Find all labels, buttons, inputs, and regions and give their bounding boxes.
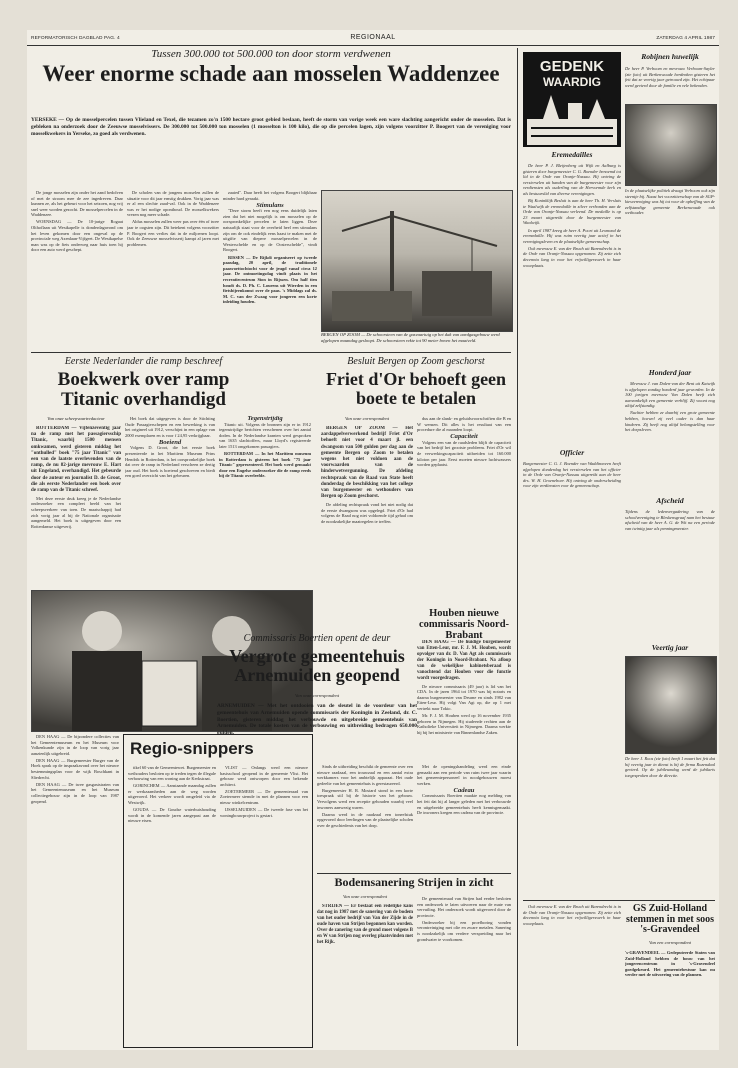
titanic-column-1: [31, 426, 121, 588]
snippers-title: Regio-snippers: [130, 739, 254, 758]
officier-text: Burgemeester C. G. J. Boender van Waddinxveen heeft afgelopen donderdag het versierselen van het officier in de Orde van Oranje-Nassau uitgereikt aan de heer drs. W. H. Groeneboer. Hij ontving de onderscheiding voor zijn verdiensten voor de gemeenschap.: [523, 461, 621, 489]
eremedailles-text-3: In april 1987 kreeg de heer A. Poort uit Lexmond de eremedaille. Hij was ruim veertig jaar actief in het verenigingsleven en de plaatselijke gemeenschap.: [523, 227, 621, 244]
masthead-rule: [27, 45, 719, 46]
veertig-title: Veertig jaar: [651, 643, 689, 652]
photo-titanic-caption: DEN HAAG — De twee gasgaststraten van het Gemeentemuseum en het Museum collectiegebouw zijn in de loop van 1987 geopend.: [31, 781, 119, 804]
afscheid-title: Afscheid: [656, 496, 684, 505]
bodem-intro: STRIJEN — Er bestaat een redelijke kans dat nog in 1987 met de sanering van de bodem van het ouder bedrijf van Van der Zijde in de oude haven van Strijen begonnen kan worden. Over de zanering van de grond moet volgens B en W van Strijen nog overleg plaatsvinden met het Rijk.: [317, 904, 413, 945]
friet-intro: BERGEN OP ZOOM — Het aardappelverwerkend bedrijf Friet d'Or behoeft niet voor 4 maart jl. een dwangsom van 500 gulden per dag aan de gemeente Bergen op Zoom te betalen wegens het niet voldoen aan de voorwaarden van de hinderwetvergunning. De afdeling rechtspraak van de Raad van State heeft donderdag de beschikking van het college van burgemeester en wethouders van Bergen op Zoom geschorst.: [321, 426, 413, 500]
veertig-text: De heer J. Roos (zie foto) heeft 1 maart het feit dat hij veertig jaar in dienst is bij de firma Rozendaal gevierd. Op de jubileumdag werd de jubilaris toegesproken door de directie.: [625, 756, 715, 778]
masthead-left: REFORMATORISCH DAGBLAD PAG. 4: [31, 36, 120, 41]
afscheid-text: Tijdens de ledenvergadering van de schoolvereniging te Bleskensgraaf nam het bestuur afscheid van de heer A. G. de Wit na een periode van twintig jaar als penningmeester.: [625, 509, 715, 531]
lead-column-1: [31, 190, 123, 345]
snippers-den-haag: DEN HAAG — De bijzondere collecties van het Gemeentemuseum en het Museum voor Volkenkunde zijn in de loop van vorig jaar aanzienlijk uitgebreid.: [31, 734, 119, 756]
lead-body-stimulans: "Deze storm heeft een nog eens duidelijk laten zien dat het niet mogelijk is om mosselen op de oorspronkelijke percelen te laten liggen. Deze natuurlijk staat voor de overheid heel een stimulans zijn om de ook eindelijk eens haast te maken met de uitgifte van diepere mosselpercelen in de Westerschelde en op de Oosterschelde", vindt Boogert.: [223, 208, 317, 253]
rule-bodem-top: [317, 873, 511, 874]
snippers-column-1: [128, 765, 216, 1043]
friet-body-capaciteit: Volgens een van de raadsleden blijft de capaciteit van het bedrijf het grootste probleem. Friet d'Or wil de verwerkingscapaciteit uitbreiden tot 160.000 kiloton per jaar. Eerst moeten nieuwe luchtwassers worden geplaatst.: [417, 439, 511, 468]
vergrote-byline: Van onze correspondent: [295, 693, 339, 698]
sub-cadeau: Cadeau: [453, 786, 475, 794]
photo-chimney-demolition: [321, 190, 513, 332]
friet-column-1: [321, 426, 413, 602]
titanic-intro: ROTTERDAM — Vijfenzeventig jaar na de ramp met het passagiersschip Titanic, waarbij 1500 mensen omkwamen, werd gisteren middag het "onthulled" boek "75 jaar Titanic" van een van de laatste overlevenden van de ramp, de nu 82-jarige mevrouw E. Hart uit Engeland, overhandigd. Het gebeurde door de auteur en journalist D. de Groot, die als eerste Nederlander een boek over de ramp van de Titanic schreef.: [31, 426, 121, 494]
houben-body-1: De nieuwe commissaris (49 jaar) is lid van het CDA. In de jaren 1964 tot 1970 was hij notaris en daarna burgemeester van Deurne en sinds 1982 van Etten-Leur. Hij volgt Van Agt op, die op 1 mei vertrekt naar Tokio.: [417, 683, 511, 711]
houben-headline: Houben nieuwe commissaris Noord-Brabant: [418, 608, 510, 638]
lead-column-2: [127, 190, 219, 345]
bodem-byline: Van onze correspondent: [343, 894, 387, 899]
snippers-left-column: [31, 734, 119, 1046]
rule-lead-bottom: [31, 352, 511, 353]
snippers-vlist: VLIST — Onlangs werd een nieuwe basisschool geopend in de gemeente Vlist. Het gebouw werd ontworpen door een bekende architect.: [220, 765, 308, 787]
titanic-body-tegen: Titanic uit. Volgens de bronnen zijn er in 1912 tegenstrijdige berichten verschenen over het aantal doden. In de Nederlandse kranten werd gesproken van 1635 slachtoffers, maar Lloyd's registreerde later 1513 omgekomen passagiers.: [219, 421, 311, 449]
robijnen-text-1: De heer P. Verboom en mevrouw Verboom-Sayler (zie foto) uit Berkenwoude herdenken gisteren het feit dat ze veertig jaar getrouwd zijn. Het echtpaar werd gevierd door de familie en vele bekenden.: [625, 66, 715, 88]
friet-byline: Van onze correspondent: [345, 416, 389, 421]
lead-kicker: Tussen 300.000 tot 500.000 ton door storm verdwenen: [151, 48, 391, 60]
gedenk-line-1: GEDENK: [539, 58, 605, 75]
titanic-body-boeiend: Volgens D. Groot, die het eerste boek presenteerde in het Maritiem Museum Prins Hendrik in Rotterdam, is het oorspronkelijke boek dat over de ramp in Nederland verscheen ze dertig jaar oud. Het boek is boeiend geschreven en biedt een goed overzicht van het gebeuren.: [125, 445, 215, 479]
vergrote-body-2: Burgemeester H. R. Mostard stond in een korte toespraak stil bij de historie van het gebouw. Vervolgens werd een receptie gehouden waarbij veel inwoners aanwezig waren.: [317, 787, 413, 810]
lead-body-3: De scholen van de jongens mosselen zullen de situatie voor dit jaar ernstig drukken. Vorig jaar was er al een slechte zaad-val. Ook in de Waddenzee was er het nodige oponthoud. De mosselkwekers vrezen nog meer schade.: [127, 190, 219, 218]
vergrote-body-3: Daarna werd in de raadzaal een toneelstuk opgevoerd door leerlingen van de plaatselijke scholen over de geschiedenis van het dorp.: [317, 811, 413, 828]
photo-verboom-couple: [625, 104, 717, 186]
titanic-kicker: Eerste Nederlander die ramp beschreef: [64, 356, 223, 367]
snippers-ijsselmuiden: IJSSELMUIDEN — De tweede fase van het woningbouwproject is gestart.: [220, 807, 308, 818]
eremedailles-text-2: Bij Koninklijk Besluit is aan de heer Th. H. Versluis te Waalwijk de eremedaille in zilver verbonden aan de Orde van Oranje-Nassau verleend. De medaille is op 23 maart uitgereikt door de burgemeester van Waalwijk.: [523, 198, 621, 226]
honderd-title: Honderd jaar: [648, 368, 692, 377]
friet-kicker: Besluit Bergen op Zoom geschorst: [347, 356, 485, 367]
eremedailles-text-4: Ook mevrouw E. van der Bruch uit Barendrecht is in de Orde van Oranje-Nassau opgenomen. Zij zette zich decennia lang in voor het vrijwilligerswerk in haar woonplaats.: [523, 245, 621, 268]
titanic-headline: Boekwerk over ramp Titanic overhandigd: [57, 370, 230, 410]
lead-body-1: De jonge mosselen zijn onder het zand bedolven of met de stroom mee de zee ingedreven. Daar kunnen ze, als het gebeurt voor het seizoen, nog vrij snel weer worden gezocht. De mosselpercelen in de Waddenzee.: [31, 190, 123, 218]
vergrote-body-1: Sinds de uitbreiding beschikt de gemeente over een nieuwe raadzaal, een trouwzaal en een aantal extra werkkamers voor het ambtelijk apparaat. Het oude gedeelte van het gemeentehuis is gerestaureerd.: [317, 764, 413, 786]
titanic-column-2: [125, 416, 215, 588]
snippers-den-haag-2: DEN HAAG — Burgemeester Burger van de Hoek sprak op de inspraakavond over het nieuwe bestemmingsplan voor de wijk Boschkant in Sliedrecht.: [31, 757, 119, 780]
honderd-column: [625, 381, 715, 491]
bodem-headline: Bodemsanering Strijen in zicht: [334, 876, 494, 889]
bodem-body-1: De gemeenteraad van Strijen had eerder besloten een onderzoek te laten uitvoeren naar de mate van vervuiling. Het onderzoek wordt uitgevoerd door de provincie.: [417, 896, 511, 918]
photo-bergen-caption: BERGEN OP ZOOM — De schoorsteen van de gasvaartuig op het dak van aardgasgebouw werd afgelopen maandag gesloopt. De schoorsteen rekte tot 90 meter boven het maaiveld.: [321, 332, 500, 343]
friet-body-2: dus aan de slank- en geluidsvoorschriften die B en W wensen. Dit alles is het resultaat van een procedure die al maanden loopt.: [417, 416, 511, 433]
sub-boeiend: Boeiend: [158, 438, 182, 446]
eremedailles-title: Eremedailles: [551, 150, 593, 159]
lead-body-rissen: RISSEN — De Rijkdi organiseert op tweede paasdag, 20 april, de traditionele paasvoettochtocht voor de jeugd vanaf circa 12 jaar. De ontmoetingsdag vindt plaats in het recreatiecentrum Sion in Rijssen. Om half tien houdt ds. D. Ph. C. Lourens uit Wierden in een fietsbijeenkomst over de paas. 's Middags zal ds. M. C. van der Zwaag voor jongeren een korte inleiding houden.: [223, 254, 317, 305]
newspaper-page: [27, 30, 719, 1050]
lead-headline: Weer enorme schade aan mosselen Waddenzee: [42, 62, 500, 86]
lead-quote-tail: zaaied". Daar heeft het volgens Boogert blijkbaar minder hard geraakt.: [223, 190, 317, 201]
gedenkwaardig-logo: [523, 52, 621, 147]
lead-body-2: WOENSDAG — De 10-jarige Rogaat Olthoflaan uit Westkapelle is donderdagavond om het leven gekomen door een ongeval op de provinciale weg Axenlaan-Vijfgeet. De Westkapelse man was op de fiets onderweg naar huis toen hij door een auto werd geschept.: [31, 219, 123, 253]
crane-illustration: [322, 191, 512, 331]
houben-column: [417, 640, 511, 760]
titanic-column-3: [219, 416, 311, 588]
lead-body-4: Aldus mosselen zullen weer pas over één of twee jaar te oogsten zijn. Dit betekent volgens voorzitter P. Boogert een verlies dat in de miljoenen loopt. Ook de Zeeuwse mosselvisserij kampt al jaren met problemen.: [127, 219, 219, 247]
robijnen-text-2: In de plaatselijke politiek draagt Verboom ook zijn steentje bij. Naast het voorzitterschap van de SGP-kiesvereniging was hij tot voor de opheffing van de zelfstandige gemeente Berkenwoude ook wethouder.: [625, 188, 715, 216]
vergrote-headline: Vergrote gemeentehuis Arnemuiden geopend: [229, 647, 405, 685]
regio-snippers-box: [123, 734, 313, 1048]
vergrote-intro: ARNEMUIDEN — Met het ontdooien van de sleutel in de voordeur van het gemeentehuis van Arnemuiden opende commissaris der Koningin in Zeeland, dr. C. Boertien, gisteren middag het verbouwde en uitgebreide gemeentehuis van Arnemuiden. De totale kosten van de verbouwing en uitbreiding bedragen 650.000 gulden.: [217, 703, 417, 737]
snippers-zoetermeer: ZOETERMEER — De gemeenteraad van Zoetermeer stemde in met de plannen voor een nieuw winkelcentrum.: [220, 788, 308, 806]
gs-byline: Van een correspondent: [649, 940, 691, 945]
officier-title: Officier: [559, 448, 585, 457]
friet-body-1: De afdeling rechtspraak vond het niet nodig dat de eerste dwangsom was opgelegd. Friet d'Or had volgens de Raad nog niet voldoende tijd gehad om de noodzakelijke maatregelen te treffen.: [321, 501, 413, 524]
bodem-column-1: [317, 904, 413, 1046]
bodem-body-2: Onderzoeker bij een proefboring vonden verontreiniging met olie en zware metalen. Sanering is noodzakelijk om verdere verspreiding naar het grondwater te voorkomen.: [417, 919, 511, 942]
lead-column-3: [223, 190, 317, 345]
section-title: REGIONAAL: [350, 34, 396, 41]
honderd-text-1: Mevrouw J. van Dalen-van der Bent uit Katwijk is afgelopen zondag honderd jaar geworden. In de 100 jarigen mevrouw Van Dalen heeft zich aanvankelijk een gemeente verblijf. Zij woont nog altijd zelfstandig.: [625, 381, 715, 409]
bodem-column-2: [417, 896, 511, 1046]
eremedailles-text-4-continued: Ook mevrouw E. van der Bruch uit Barendrecht is in de Orde van Oranje-Nassau opgenomen. Zij zette zich decennia lang in voor het vrijwilligerswerk in haar woonplaats.: [523, 904, 621, 926]
snippers-column-2: [220, 765, 308, 1043]
gs-headline: GS Zuid-Holland stemmen in met soos 's-Gravendeel: [625, 904, 715, 935]
vergrote-body-cadeau: Commissaris Boertien maakte nog melding van het feit dat hij al langer geleden met het verbouwde en uitgebreide gemeentehuis heeft kennisgemaakt. De inwoners kregen een cadeau van de provincie.: [417, 793, 511, 816]
titanic-body-rotterdam: ROTTERDAM — In het Maritiem museum in Rotterdam is gisteren het boek "75 jaar Titanic" gepresenteerd. Het boek werd gemaakt door een Engelse onderzoeker die de ramp reeds bij de Titanic overleefde.: [219, 451, 311, 479]
sub-tegenstrijdig: Tegenstrijdig: [247, 416, 283, 422]
titanic-body-1: Met deze eerste druk kreeg je de Nederlandse onderzoeker een compleet beeld van het scheepsverkeer van toen. De maatschappij had zich vorig jaar al bij de Nationale organisatie aangemeld. Het boek is uitgegeven door een Rotterdamse uitgeverij.: [31, 495, 121, 529]
titanic-byline: Van onze scheepvaartredacteur: [47, 416, 105, 421]
snippers-gorinchem: GORINCHEM — Aanstaande maandag zullen er werkzaamheden aan de weg worden uitgevoerd. Het verkeer wordt omgeleid via de Westwijk.: [128, 783, 216, 806]
lead-intro: YERSEKE — Op de mosselpercelen tussen Vlieland en Texel, die tezamen zo'n 1500 hectare groot gebied beslaan, heeft de storm van vorige week een ware slachting aangericht onder de mosselen. Dat is gebleken na onderzoek door de Zeeuwse mosselvissers. De 300.000 tot 500.000 ton mosselen (1 mosselton is 100 kilo), die op die percelen lagen, zijn volgens voorzitter P. Boogert van de vereniging voor mosselkwekers in Yerseke, zo goed als verdwenen.: [31, 117, 511, 137]
sidebar-rule: [517, 48, 518, 1046]
city-skyline-illustration: [523, 89, 621, 147]
masthead-date: ZATERDAG 4 APRIL 1987: [656, 36, 715, 41]
sub-capaciteit: Capaciteit: [450, 433, 478, 441]
snippers-gouda: GOUDA — De Goudse waterhuishouding wordt in de komende jaren aangepast aan de nieuwe eisen.: [128, 807, 216, 824]
sub-stimulans: Stimulans: [256, 201, 284, 209]
eremedailles-column: [523, 163, 621, 443]
houben-body-2: Mr. F. J. M. Houben werd op 16 november 1935 geboren in Nijmegen. Hij studeerde rechten aan de Katholieke Universiteit in Nijmegen. Daarna werkte hij bij het ministerie van Binnenlandse Zaken.: [417, 712, 511, 735]
vergrote-kicker: Commissaris Boertien opent de deur: [243, 633, 391, 644]
honderd-text-2: Nuchter hebben ze daarbij een grote gemeente hebben, hoewel zij veel ouder is dan haar kinderen. Zij heeft nog altijd belangstelling voor het dorpsleven.: [625, 410, 715, 433]
eremedailles-text-repeat: [523, 904, 621, 1046]
friet-headline: Friet d'Or behoeft geen boete te betalen: [325, 370, 507, 408]
vergrote-body-4: Met de openingshandeling werd een einde gemaakt aan een periode van ruim twee jaar waarin het gemeentepersoneel in noodgebouwen moest werken.: [417, 764, 511, 786]
houben-intro: DEN HAAG — De huidige burgemeester van Etten-Leur, mr. F. J. M. Houben, wordt opvolger van dr. D. Van Agt als commissaris der Koningin in Noord-Brabant. Na afloop van de wekelijkse kabinetsberaad is vanochtend dat Houben voor die functie wordt voorgedragen.: [417, 640, 511, 681]
snippers-middle: tikel 60 van de Gemeentewet. Burgemeester en wethouders besloten op te treden tegen de illegale verbouwing van een woning aan de Kerkstraat.: [128, 765, 216, 782]
rule-gs-top: [523, 900, 715, 901]
eremedailles-text-1: De heer P. J. Bleijenberg uit Wijk en Aalburg is gisteren door burgemeester C. G. Boender benoemd tot lid in de Orde van Oranje-Nassau. Hij ontving de versierselen uit handen van de burgemeester voor zijn verdiensten als ouderling van de Hervormde kerk en als bestuurslid van diverse verenigingen.: [523, 163, 621, 196]
gedenk-line-2: WAARDIG: [543, 75, 601, 89]
photo-j-roos: [625, 656, 717, 754]
gs-text: 's-GRAVENDEEL — Gedeputeerde Staten van Zuid-Holland hebben de bouw van het jongerencentrum in 's-Gravendeel goedgekeurd. Het gemeentebestuur kan nu verder met de uitvoering van de plannen.: [625, 950, 715, 978]
friet-column-2: [417, 416, 511, 602]
titanic-body-2: Het boek dat uitgegeven is door de Stichting Oude Passagierschepen en een bewerking is van het origineel uit 1912, verschijnt in een oplage van 2000 exemplaren en is voor f 24,95 verkrijgbaar.: [125, 416, 215, 438]
robijnen-title: Robijnen huwelijk: [641, 52, 699, 61]
